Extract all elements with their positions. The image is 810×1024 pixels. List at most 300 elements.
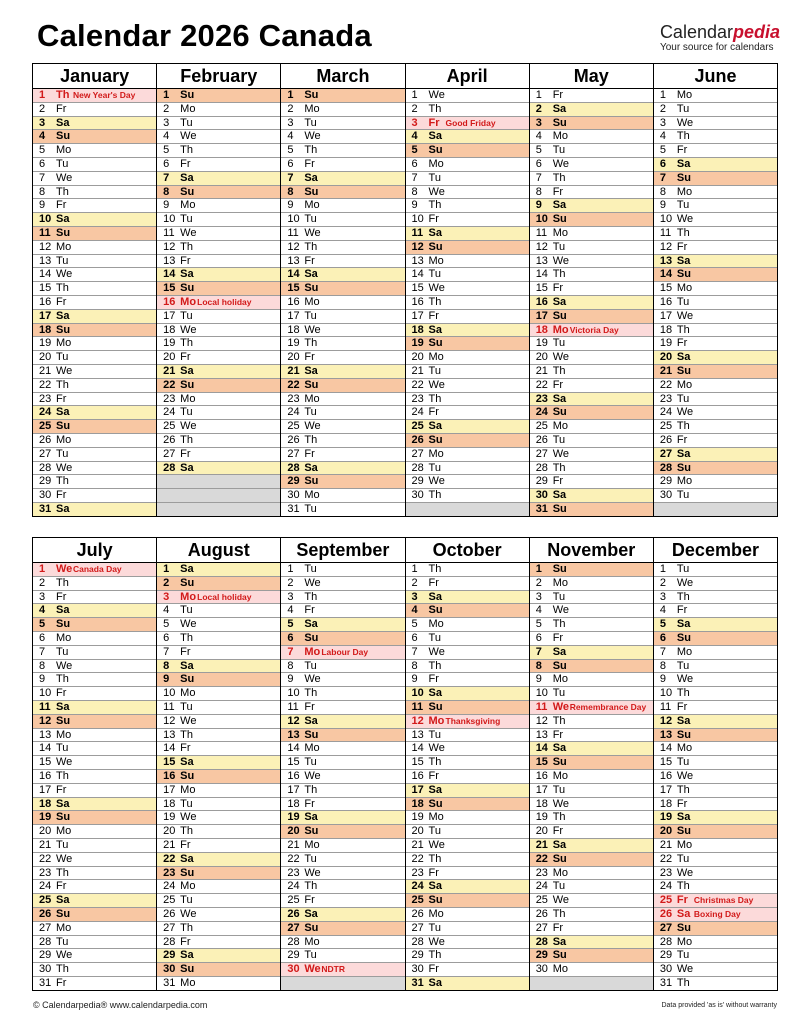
- day-number: 30: [659, 489, 673, 502]
- holiday-cell: [33, 89, 156, 103]
- weekday-label: Sa: [180, 461, 194, 474]
- day-number: 17: [411, 309, 424, 322]
- day-cell: [654, 310, 777, 324]
- weekday-label: Sa: [552, 199, 567, 212]
- day-number: 18: [411, 323, 424, 336]
- day-number: 30: [287, 963, 300, 976]
- day-number: 9: [659, 673, 666, 686]
- month-header: April: [406, 64, 529, 89]
- day-cell: [406, 798, 529, 812]
- day-number: 25: [411, 420, 424, 433]
- day-number: 16: [535, 769, 548, 782]
- weekday-label: Fr: [676, 604, 688, 617]
- day-number: 1: [411, 89, 418, 101]
- weekday-label: Th: [428, 563, 442, 575]
- day-cell: [33, 420, 156, 434]
- day-cell: [406, 591, 529, 605]
- weekday-label: We: [180, 226, 197, 239]
- day-number: 3: [39, 590, 46, 603]
- weekday-label: Fr: [304, 700, 315, 713]
- day-number: 20: [39, 351, 52, 364]
- day-number: 21: [659, 364, 673, 377]
- day-number: 17: [39, 783, 52, 796]
- weekday-label: Th: [56, 475, 69, 488]
- day-cell: [406, 853, 529, 867]
- weekday-label: Th: [428, 489, 442, 502]
- day-number: 20: [535, 351, 548, 364]
- day-number: 17: [39, 309, 52, 322]
- weekday-label: We: [428, 89, 445, 101]
- day-number: 11: [39, 700, 51, 713]
- day-number: 20: [659, 351, 673, 364]
- day-cell: [33, 660, 156, 674]
- holiday-name: Victoria Day: [569, 324, 619, 335]
- weekday-label: Mo: [552, 420, 568, 433]
- weekday-label: Su: [56, 420, 71, 433]
- day-cell: [33, 936, 156, 950]
- weekday-label: Fr: [304, 797, 315, 810]
- day-cell: [281, 660, 404, 674]
- weekday-label: Th: [304, 240, 318, 253]
- day-cell: [33, 646, 156, 660]
- weekday-label: Mo: [304, 742, 320, 755]
- day-number: 29: [287, 949, 300, 962]
- weekday-label: Su: [180, 282, 195, 295]
- day-number: 14: [411, 742, 424, 755]
- day-cell: [281, 936, 404, 950]
- day-number: 4: [535, 604, 542, 617]
- day-cell: [281, 618, 404, 632]
- day-cell: [654, 199, 777, 213]
- day-number: 3: [287, 590, 294, 603]
- weekday-label: Fr: [56, 783, 67, 796]
- weekday-label: We: [304, 673, 321, 686]
- day-cell: [281, 199, 404, 213]
- holiday-cell: [530, 324, 653, 338]
- weekday-label: Sa: [676, 351, 691, 364]
- day-cell: [281, 811, 404, 825]
- weekday-label: Fr: [56, 687, 67, 700]
- weekday-label: We: [552, 604, 569, 617]
- day-number: 15: [163, 756, 176, 769]
- weekday-label: Su: [552, 502, 567, 515]
- weekday-label: Fr: [676, 700, 688, 713]
- day-cell: [33, 337, 156, 351]
- weekday-label: Th: [304, 337, 318, 350]
- day-number: 23: [163, 866, 176, 879]
- weekday-label: Fr: [676, 797, 688, 810]
- day-number: 18: [39, 797, 52, 810]
- day-cell: [281, 89, 404, 103]
- day-cell: [530, 825, 653, 839]
- day-cell: [281, 365, 404, 379]
- weekday-label: Su: [428, 144, 443, 157]
- day-cell: [33, 729, 156, 743]
- weekday-label: Su: [676, 825, 691, 838]
- day-cell: [406, 742, 529, 756]
- day-number: 24: [411, 880, 424, 893]
- day-cell: [406, 577, 529, 591]
- day-cell: [654, 701, 777, 715]
- weekday-label: Mo: [304, 392, 320, 405]
- day-number: 18: [287, 323, 300, 336]
- day-cell: [406, 922, 529, 936]
- day-number: 29: [39, 949, 52, 962]
- day-cell: [281, 130, 404, 144]
- day-number: 4: [163, 604, 170, 617]
- weekday-label: Th: [552, 811, 566, 824]
- weekday-label: Su: [56, 811, 71, 824]
- weekday-label: Tu: [180, 406, 193, 419]
- weekday-label: Fr: [304, 351, 315, 364]
- day-cell: [281, 213, 404, 227]
- weekday-label: Mo: [304, 838, 320, 851]
- day-cell: [530, 867, 653, 881]
- weekday-label: Fr: [304, 604, 315, 617]
- day-cell: [530, 742, 653, 756]
- weekday-label: Th: [428, 852, 442, 865]
- weekday-label: Fr: [428, 576, 439, 589]
- weekday-label: Th: [428, 102, 442, 115]
- day-number: 19: [411, 337, 424, 350]
- day-number: 6: [39, 631, 46, 644]
- day-cell: [654, 130, 777, 144]
- weekday-label: Su: [304, 921, 319, 934]
- day-number: 6: [535, 157, 542, 170]
- day-number: 14: [163, 268, 176, 281]
- day-number: 8: [163, 185, 170, 198]
- day-cell: [281, 172, 404, 186]
- day-cell: [530, 632, 653, 646]
- day-number: 24: [535, 880, 548, 893]
- holiday-cell: [406, 715, 529, 729]
- weekday-label: Mo: [180, 880, 196, 893]
- weekday-label: Mo: [304, 102, 320, 115]
- day-cell: [157, 880, 280, 894]
- holiday-cell: [654, 908, 777, 922]
- day-cell: [33, 351, 156, 365]
- holiday-cell: [281, 963, 404, 977]
- day-cell: [654, 811, 777, 825]
- month-header: July: [33, 538, 156, 563]
- day-number: 16: [659, 295, 673, 308]
- weekday-label: Mo: [180, 295, 197, 308]
- day-cell: [281, 296, 404, 310]
- day-cell: [281, 673, 404, 687]
- day-number: 12: [39, 714, 52, 727]
- day-number: 12: [287, 240, 300, 253]
- day-number: 15: [39, 756, 52, 769]
- weekday-label: We: [56, 268, 73, 281]
- day-cell: [406, 172, 529, 186]
- weekday-label: Mo: [552, 769, 568, 782]
- day-number: 5: [39, 618, 46, 631]
- weekday-label: Mo: [676, 838, 693, 851]
- day-cell: [530, 563, 653, 577]
- day-number: 6: [411, 157, 418, 170]
- footer-copyright: © Calendarpedia® www.calendarpedia.com: [33, 1000, 208, 1010]
- weekday-label: Sa: [676, 714, 691, 727]
- day-cell: [33, 227, 156, 241]
- day-cell: [33, 963, 156, 977]
- weekday-label: Tu: [180, 309, 193, 322]
- weekday-label: Sa: [180, 268, 194, 281]
- day-number: 7: [287, 171, 294, 184]
- day-number: 24: [287, 406, 300, 419]
- weekday-label: Tu: [304, 116, 317, 129]
- weekday-label: Fr: [180, 254, 191, 267]
- day-cell: [281, 462, 404, 476]
- day-number: 11: [287, 226, 299, 239]
- day-number: 13: [411, 254, 424, 267]
- weekday-label: Mo: [428, 447, 444, 460]
- day-cell: [406, 227, 529, 241]
- day-number: 26: [659, 907, 673, 920]
- day-number: 28: [411, 935, 424, 948]
- day-cell: [157, 853, 280, 867]
- day-cell: [33, 379, 156, 393]
- day-number: 28: [535, 935, 548, 948]
- day-cell: [530, 729, 653, 743]
- weekday-label: Sa: [428, 880, 442, 893]
- weekday-label: Sa: [56, 213, 70, 226]
- day-number: 2: [39, 576, 46, 589]
- weekday-label: Th: [552, 364, 566, 377]
- weekday-label: We: [428, 475, 445, 488]
- weekday-label: Mo: [676, 378, 693, 391]
- day-cell: [33, 241, 156, 255]
- weekday-label: Mo: [676, 185, 693, 198]
- day-cell: [406, 811, 529, 825]
- day-number: 7: [411, 171, 418, 184]
- day-number: 1: [163, 563, 170, 575]
- weekday-label: Th: [676, 130, 690, 143]
- day-cell: [530, 784, 653, 798]
- weekday-label: We: [180, 130, 197, 143]
- weekday-label: Su: [56, 714, 71, 727]
- day-number: 24: [659, 406, 673, 419]
- day-number: 10: [659, 213, 673, 226]
- weekday-label: Su: [56, 618, 71, 631]
- day-cell: [406, 825, 529, 839]
- weekday-label: Sa: [56, 894, 70, 907]
- day-cell: [406, 213, 529, 227]
- day-number: 27: [535, 447, 548, 460]
- weekday-label: Sa: [428, 687, 442, 700]
- day-cell: [157, 365, 280, 379]
- day-number: 18: [39, 323, 52, 336]
- weekday-label: Tu: [56, 351, 69, 364]
- weekday-label: We: [56, 659, 73, 672]
- day-number: 2: [163, 102, 170, 115]
- weekday-label: We: [56, 461, 73, 474]
- day-number: 26: [287, 907, 300, 920]
- day-cell: [406, 351, 529, 365]
- weekday-label: Mo: [428, 254, 444, 267]
- weekday-label: Su: [552, 563, 567, 575]
- day-cell: [157, 811, 280, 825]
- day-number: 18: [163, 323, 176, 336]
- day-cell: [654, 742, 777, 756]
- day-cell: [281, 324, 404, 338]
- day-cell: [406, 729, 529, 743]
- day-number: 17: [163, 309, 176, 322]
- day-cell: [281, 880, 404, 894]
- weekday-label: Su: [56, 130, 71, 143]
- weekday-label: Fr: [676, 433, 688, 446]
- day-number: 10: [163, 213, 176, 226]
- day-number: 25: [287, 894, 300, 907]
- weekday-label: Mo: [56, 240, 72, 253]
- empty-day-cell: [157, 503, 280, 517]
- day-cell: [33, 172, 156, 186]
- weekday-label: Sa: [552, 102, 567, 115]
- weekday-label: Sa: [428, 976, 442, 989]
- day-number: 26: [659, 433, 673, 446]
- weekday-label: Mo: [180, 392, 196, 405]
- day-number: 29: [659, 475, 673, 488]
- weekday-label: Su: [676, 631, 691, 644]
- day-cell: [157, 434, 280, 448]
- day-cell: [530, 880, 653, 894]
- day-cell: [33, 296, 156, 310]
- day-number: 17: [535, 783, 548, 796]
- day-cell: [406, 324, 529, 338]
- day-number: 7: [163, 645, 170, 658]
- day-number: 9: [411, 199, 418, 212]
- day-number: 29: [163, 949, 176, 962]
- day-cell: [281, 393, 404, 407]
- weekday-label: Fr: [552, 89, 564, 101]
- day-cell: [157, 337, 280, 351]
- day-number: 19: [287, 337, 300, 350]
- weekday-label: We: [552, 157, 569, 170]
- day-cell: [157, 563, 280, 577]
- day-number: 1: [411, 563, 418, 575]
- weekday-label: Fr: [428, 406, 439, 419]
- holiday-name: Local holiday: [197, 591, 252, 602]
- weekday-label: We: [552, 351, 569, 364]
- day-cell: [654, 798, 777, 812]
- day-cell: [406, 186, 529, 200]
- day-number: 4: [287, 130, 294, 143]
- day-number: 7: [535, 645, 542, 658]
- day-number: 25: [287, 420, 300, 433]
- brand-logo[interactable]: [660, 22, 780, 53]
- weekday-label: Mo: [552, 226, 568, 239]
- day-cell: [654, 922, 777, 936]
- day-number: 25: [411, 894, 424, 907]
- day-number: 28: [287, 935, 300, 948]
- weekday-label: Tu: [428, 728, 441, 741]
- day-number: 13: [39, 254, 52, 267]
- month-january: [33, 64, 157, 517]
- day-cell: [654, 825, 777, 839]
- day-number: 2: [411, 102, 418, 115]
- day-number: 23: [163, 392, 176, 405]
- weekday-label: Mo: [676, 282, 693, 295]
- weekday-label: Tu: [304, 309, 317, 322]
- weekday-label: Su: [304, 378, 319, 391]
- day-cell: [33, 715, 156, 729]
- day-cell: [530, 310, 653, 324]
- weekday-label: Sa: [56, 406, 70, 419]
- day-cell: [654, 591, 777, 605]
- day-cell: [654, 729, 777, 743]
- day-number: 8: [411, 185, 418, 198]
- holiday-name: Labour Day: [321, 646, 369, 657]
- day-cell: [530, 448, 653, 462]
- weekday-label: Fr: [428, 866, 439, 879]
- day-cell: [530, 963, 653, 977]
- day-number: 21: [163, 364, 176, 377]
- weekday-label: Mo: [428, 714, 445, 727]
- weekday-label: Tu: [56, 645, 69, 658]
- weekday-label: We: [304, 769, 321, 782]
- day-number: 1: [659, 563, 666, 575]
- day-cell: [654, 448, 777, 462]
- day-cell: [281, 337, 404, 351]
- weekday-label: Mo: [56, 144, 72, 157]
- day-cell: [33, 158, 156, 172]
- weekday-label: Sa: [304, 907, 318, 920]
- day-number: 15: [287, 282, 300, 295]
- weekday-label: Mo: [180, 590, 197, 603]
- day-number: 12: [163, 240, 176, 253]
- day-number: 4: [39, 130, 46, 143]
- day-cell: [654, 337, 777, 351]
- weekday-label: Th: [304, 880, 318, 893]
- day-cell: [157, 784, 280, 798]
- day-number: 9: [411, 673, 418, 686]
- day-number: 29: [411, 949, 424, 962]
- day-number: 17: [535, 309, 548, 322]
- month-row-jan-jun: [32, 63, 778, 517]
- day-cell: [530, 894, 653, 908]
- day-number: 19: [659, 811, 673, 824]
- weekday-label: Su: [552, 659, 567, 672]
- day-cell: [281, 282, 404, 296]
- weekday-label: Su: [676, 268, 691, 281]
- day-cell: [530, 715, 653, 729]
- weekday-label: Mo: [56, 825, 72, 838]
- weekday-label: Fr: [304, 447, 315, 460]
- weekday-label: Mo: [676, 935, 693, 948]
- day-cell: [33, 618, 156, 632]
- day-cell: [157, 172, 280, 186]
- weekday-label: Su: [428, 433, 443, 446]
- day-cell: [281, 186, 404, 200]
- weekday-label: We: [180, 811, 197, 824]
- weekday-label: Tu: [304, 852, 317, 865]
- footer-disclaimer: Data provided 'as is' without warranty: [661, 1002, 777, 1009]
- weekday-label: Mo: [304, 199, 320, 212]
- day-cell: [33, 894, 156, 908]
- weekday-label: We: [428, 185, 445, 198]
- weekday-label: Fr: [56, 489, 67, 502]
- weekday-label: Tu: [676, 102, 690, 115]
- day-cell: [530, 144, 653, 158]
- day-number: 18: [163, 797, 176, 810]
- month-may: [530, 64, 654, 517]
- empty-day-cell: [157, 475, 280, 489]
- day-cell: [281, 255, 404, 269]
- day-cell: [33, 365, 156, 379]
- day-cell: [530, 268, 653, 282]
- day-number: 3: [659, 590, 666, 603]
- day-cell: [157, 742, 280, 756]
- weekday-label: Tu: [180, 213, 193, 226]
